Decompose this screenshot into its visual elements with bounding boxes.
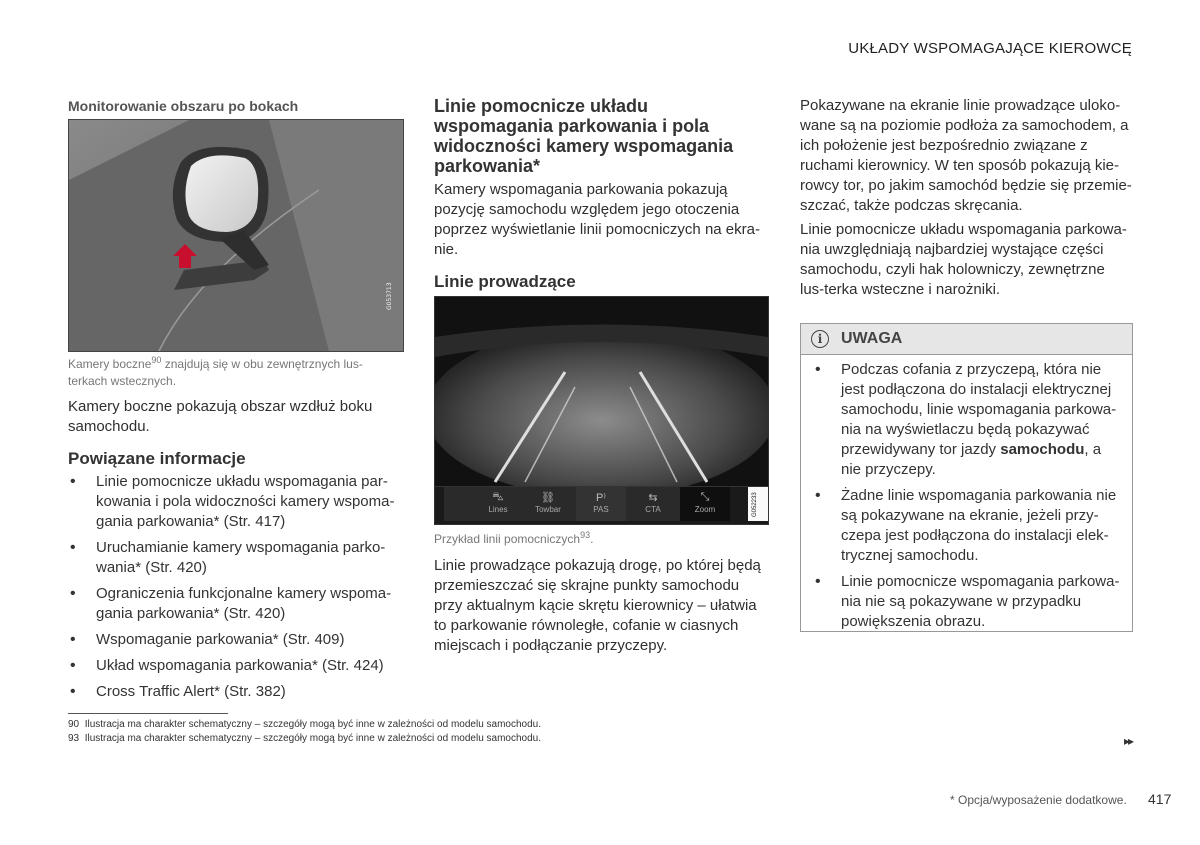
page-number: 417 [1148,791,1172,807]
camera-button-lines[interactable]: ⛍ Lines [473,487,523,521]
note-item-trailer-not-connected: • Podczas cofania z przyczepą, która nie jest podłączona do instalacji elektrycznej samochodu, linie wspomagania parkowa-nia na wyświetlaczu będą pokazywać przewidywany tor jazdy samochodu, a nie przyczepy. [813,360,1121,480]
image-code-strip [748,487,768,521]
guide-lines-body: Linie prowadzące pokazują drogę, po której będą przemieszczać się skrajne punkty samochodu przy aktualnym kącie skrętu kierownicy – ułatwia to parkowanie równoległe, cofanie w ciasnych miejscach i podłączanie przyczepy. [434,557,761,654]
guide-lines-intro: Kamery wspomagania parkowania pokazują pozycję samochodu względem jego otoczenia poprzez wyświetlanie linii pomocniczych na ekra-nie. [434,181,760,258]
cross-traffic-icon: ⇆ [648,492,658,504]
note-item-trailer-connected: • Żadne linie wspomagania parkowania nie są pokazywane na ekranie, jeżeli przy-czepa jest podłączona do instalacji elek-trycznej samochodu. [813,486,1121,566]
side-mirror-drawing [69,120,403,351]
related-info-list [68,472,398,708]
camera-button-pas[interactable]: P⁾ PAS [576,487,626,521]
side-mirror-illustration [68,119,404,352]
note-list [813,360,1121,638]
related-info-heading: Powiązane informacje [68,449,246,468]
subheading-guide-lines: Linie prowadzące [434,272,576,291]
camera-button-bar [435,486,768,525]
camera-view-illustration [434,296,769,525]
related-link-park-assist[interactable]: • Wspomaganie parkowania* (Str. 409) [68,630,398,650]
continue-arrows-icon: ▸▸ [1123,734,1132,748]
option-note: * Opcja/wyposażenie dodatkowe. [950,793,1127,807]
related-link-camera-activation[interactable]: • Uruchamianie kamery wspomagania parko-wania* (Str. 420) [68,538,398,578]
running-title: UKŁADY WSPOMAGAJĄCE KIEROWCĘ [848,40,1132,57]
side-camera-caption: Kamery boczne$^{90}$ znajdują się w obu zewnętrznych lus-terkach wstecznych. [68,355,363,388]
note-title: UWAGA [841,330,903,347]
side-camera-body: Kamery boczne pokazują obszar wzdłuż boku samochodu. [68,398,373,435]
image-code-label: G052233 [752,492,758,517]
image-code-label: G053713 [386,282,393,310]
footnote-rule [68,713,228,714]
parking-assist-icon: P⁾ [595,492,607,504]
related-link-park-assist-system[interactable]: • Układ wspomagania parkowania* (Str. 424) [68,656,398,676]
camera-view-image [435,297,768,486]
zoom-icon: ⤡ [700,491,710,503]
related-link-guide-lines[interactable]: • Linie pomocnicze układu wspomagania par-kowania i pola widoczności kamery wspoma-gania parkowania* (Str. 417) [68,472,398,532]
related-link-camera-limitations[interactable]: • Ograniczenia funkcjonalne kamery wspoma-gania parkowania* (Str. 420) [68,584,398,624]
related-link-cross-traffic-alert[interactable]: • Cross Traffic Alert* (Str. 382) [68,682,398,702]
lines-icon: ⛍ [492,491,504,503]
camera-button-towbar[interactable]: ⛓ Towbar [523,487,573,521]
note-box [800,323,1133,632]
info-icon: i [811,330,829,348]
guide-lines-caption: Przykład linii pomocniczych$^{93}$. [434,530,594,546]
section-heading-side-monitoring: Monitorowanie obszaru po bokach [68,98,299,114]
section-heading-guide-lines: Linie pomocnicze układu wspomagania parkowania i pola widoczności kamery wspomagania parkowania* [434,96,734,176]
footnote-93: 93 Ilustracja ma charakter schematyczny – szczegóły mogą być inne w zależności od modelu samochodu. [68,733,542,744]
camera-button-cta[interactable]: ⇆ CTA [628,487,678,521]
towbar-icon: ⛓ [541,492,555,504]
guide-lines-paragraph-1: Pokazywane na ekranie linie prowadzące uloko-wane są na poziomie podłoża za samochodem, a ich położenie jest bezpośrednio związane z ruchami kierownicy. W ten sposób pokazują kie-rowcy tor, po jakim samochód będzie się przemie-szczać, także podczas skręcania. [800,97,1132,214]
note-item-zoom: • Linie pomocnicze wspomagania parkowa-nia nie są pokazywane w przypadku powiększenia obrazu. [813,572,1121,632]
note-header [801,324,1132,355]
guide-lines-paragraph-2: Linie pomocnicze układu wspomagania parkowa-nia uwzględniają najbardziej wystające części samochodu, czyli hak holowniczy, zewnętrzne lus-terka wsteczne i narożniki. [800,221,1127,298]
camera-button-zoom[interactable]: ⤡ Zoom [680,487,730,521]
footnote-90: 90 Ilustracja ma charakter schematyczny – szczegóły mogą być inne w zależności od modelu samochodu. [68,719,542,730]
